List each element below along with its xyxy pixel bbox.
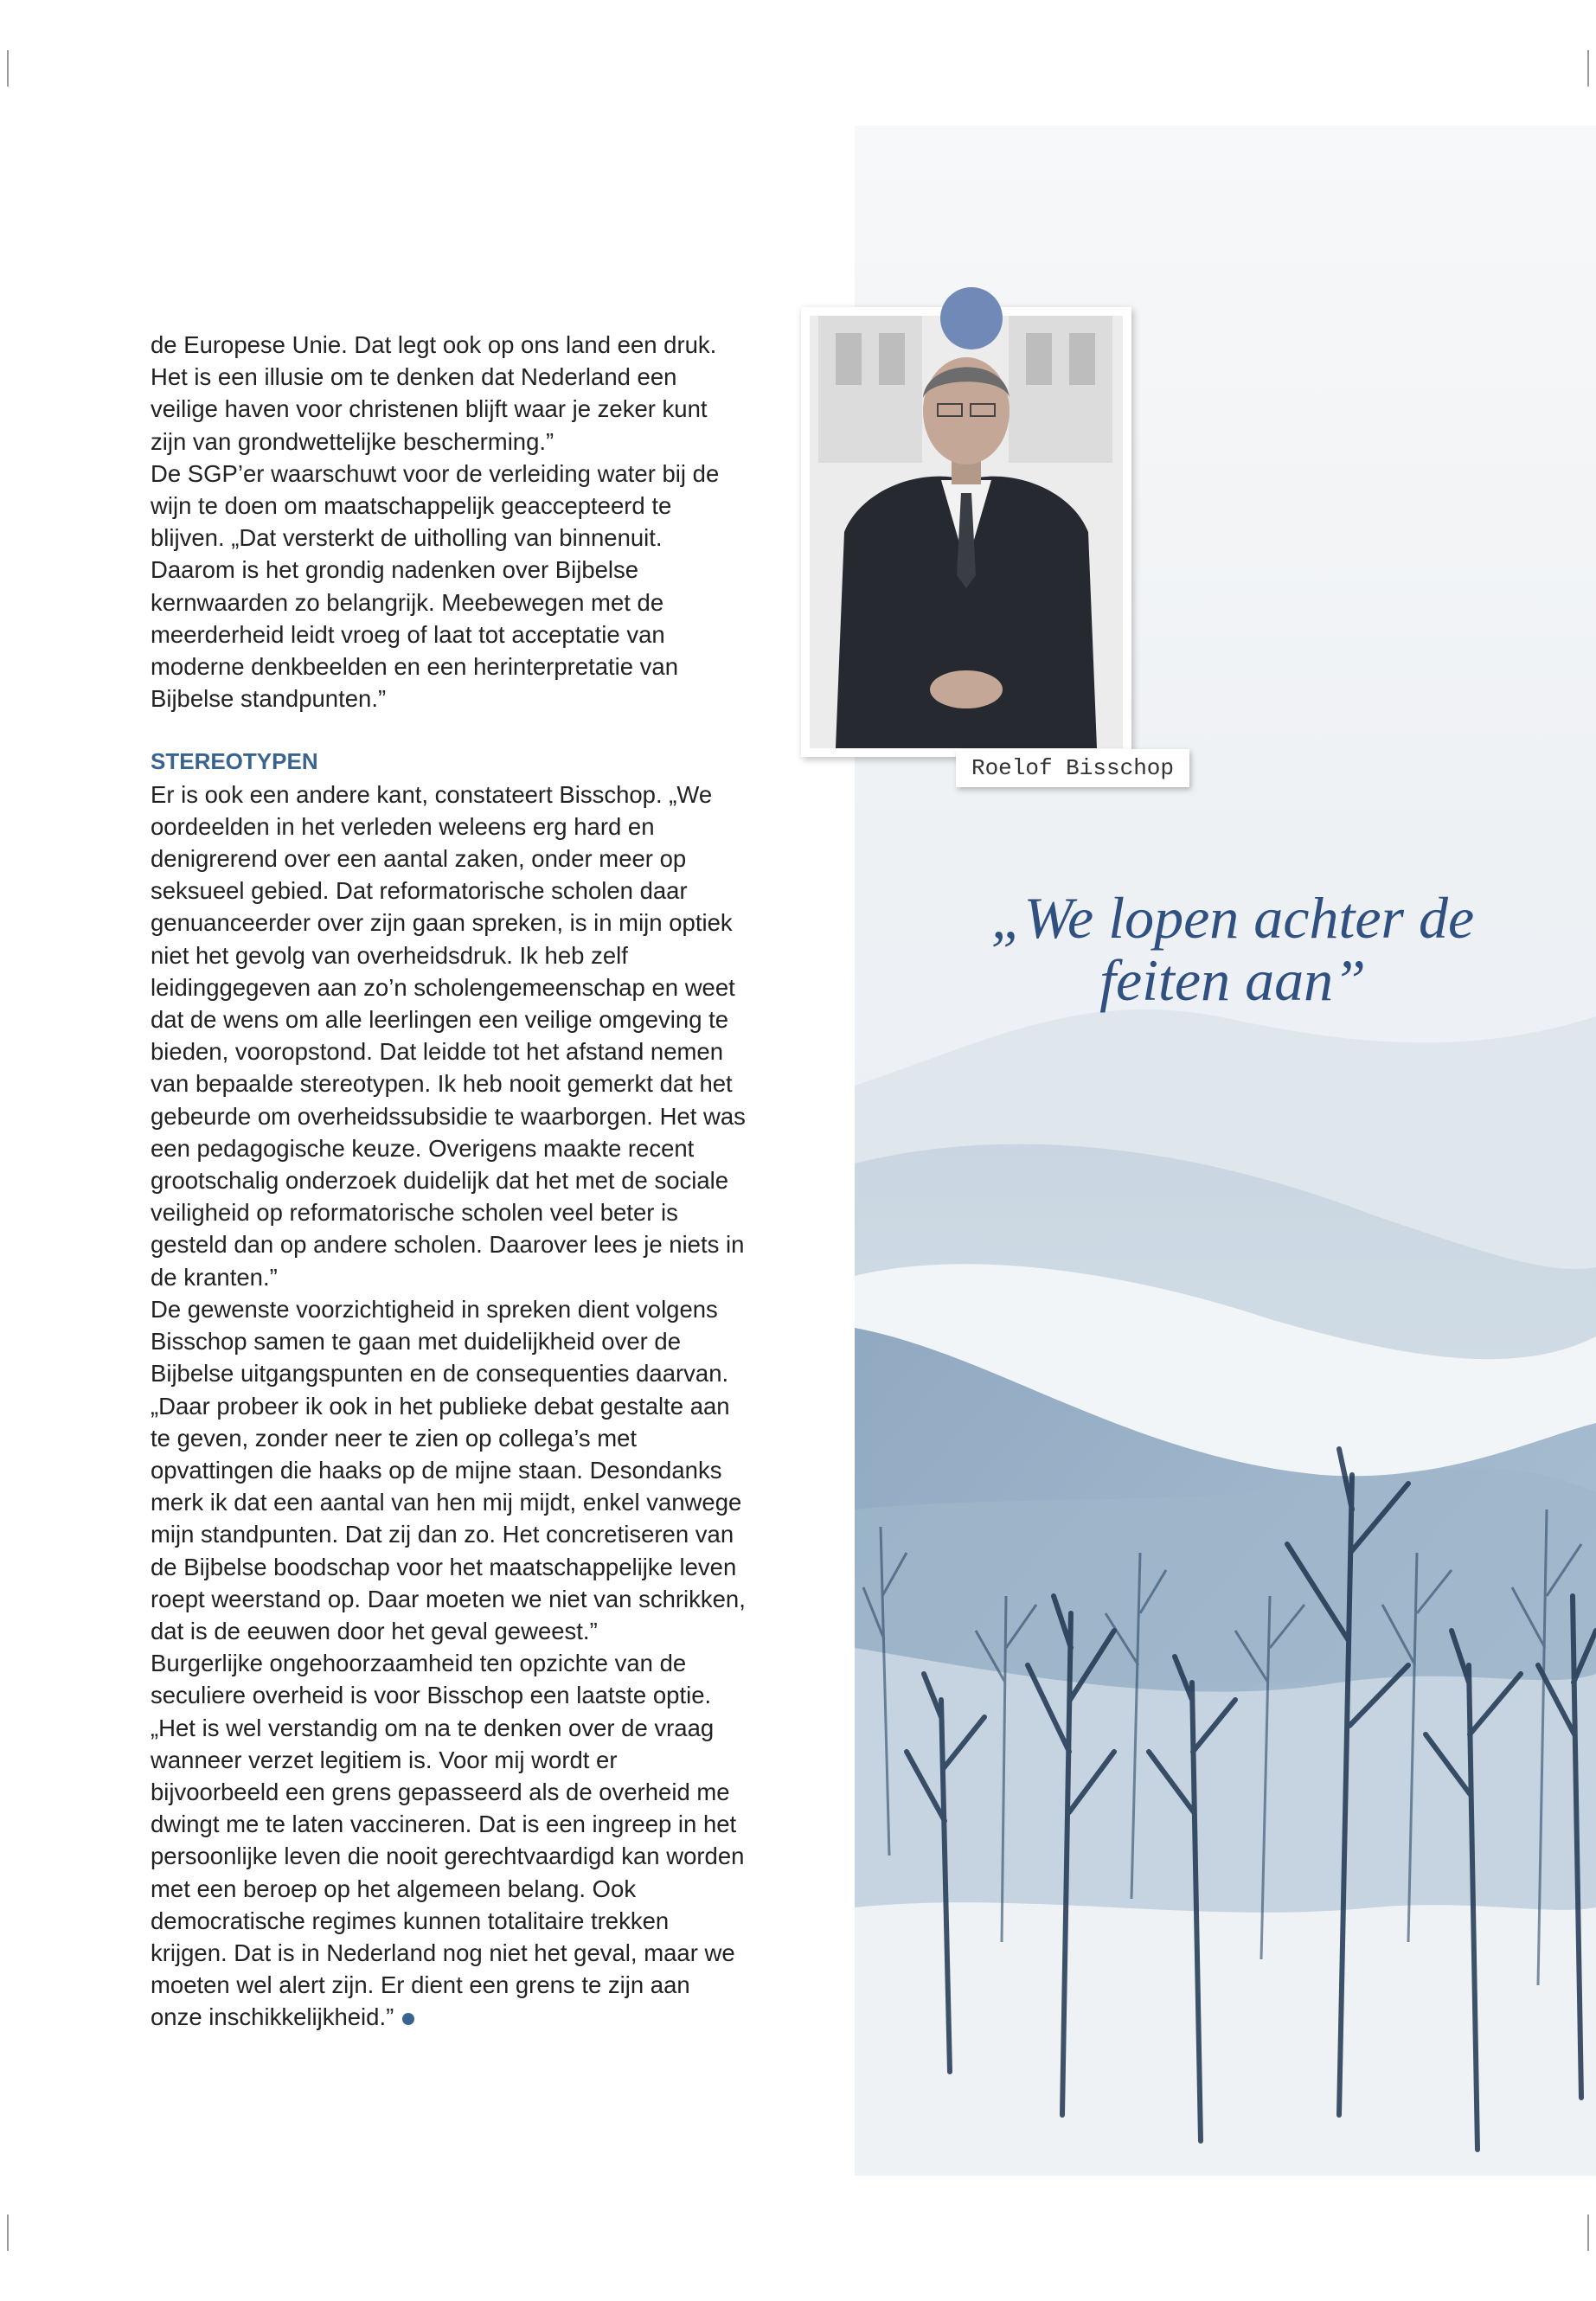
crop-mark-top-right xyxy=(1587,50,1589,87)
pull-quote-line-2: feiten aan” xyxy=(1099,947,1366,1013)
end-mark-icon xyxy=(402,2013,414,2025)
article-paragraph: De SGP’er waarschuwt voor de verleiding water bij de wijn te doen om maatschappelijk geaccepteerd te blijven. „Dat versterkt de uitholling van binnenuit. Daarom is het grondig nadenken over Bijbelse kernwaarden zo belangrijk. Meebewegen met de meerderheid leidt vroeg of laat tot acceptatie van moderne denkbeelden en een herinterpretatie van Bijbelse standpunten.” xyxy=(151,459,720,713)
pull-quote-line-1: „We lopen achter de xyxy=(990,885,1475,951)
photo-caption: Roelof Bisschop xyxy=(956,749,1189,787)
article-body xyxy=(151,329,747,2034)
section-heading: STEREOTYPEN xyxy=(151,748,318,775)
article-paragraph-last xyxy=(151,1647,747,2033)
push-pin xyxy=(940,287,1003,349)
crop-mark-bottom-right xyxy=(1587,2214,1589,2251)
article-paragraph: de Europese Unie. Dat legt ook op ons land een druk. Het is een illusie om te denken dat Nederland een veilige haven voor christenen blijft waar je zeker kunt zijn van grondwettelijke bescherming.” xyxy=(151,331,717,455)
portrait-photo-frame xyxy=(801,307,1131,757)
crop-mark-top-left xyxy=(7,50,9,87)
crop-mark-bottom-left xyxy=(7,2214,9,2251)
article-paragraph: De gewenste voorzichtigheid in spreken dient volgens Bisschop samen te gaan met duidelijkheid over de Bijbelse uitgangspunten en de consequenties daarvan. „Daar probeer ik ook in het publieke debat gestalte aan te geven, zonder neer te zien op collega’s met opvattingen die haaks op de mijne staan. Desondanks merk ik dat een aantal van hen mij mijdt, enkel vanwege mijn standpunten. Dat zij dan zo. Het concretiseren van de Bijbelse boodschap voor het maatschappelijke leven roept weerstand op. Daar moeten we niet van schrikken, dat is de eeuwen door het geval geweest.” xyxy=(151,1295,746,1644)
pull-quote xyxy=(913,887,1553,1011)
portrait-photo xyxy=(810,316,1123,748)
article-paragraph: Er is ook een andere kant, constateert Bisschop. „We oordeelden in het verleden weleens erg hard en denigrerend over een aantal zaken, onder meer op seksueel gebied. Dat reformatorische scholen daar genuanceerder over zijn gaan spreken, is in mijn optiek niet het gevolg van overheidsdruk. Ik heb zelf leidinggegeven aan zo’n scholengemeenschap en weet dat de wens om alle leerlingen een veilige omgeving te bieden, vooropstond. Dat leidde tot het afstand nemen van bepaalde stereotypen. Ik heb nooit gemerkt dat het gebeurde om overheidssubsidie te waarborgen. Het was een pedagogische keuze. Overigens maakte recent grootschalig onderzoek duidelijk dat het met de sociale veiligheid op reformatorische scholen veel beter is gesteld dan op andere scholen. Daarover lees je niets in de kranten.” xyxy=(151,780,746,1291)
article-paragraph-text: Burgerlijke ongehoorzaamheid ten opzichte van de seculiere overheid is voor Bisschop een laatste optie. „Het is wel verstandig om na te denken over de vraag wanneer verzet legitiem is. Voor mij wordt er bijvoorbeeld een grens gepasseerd als de overheid me dwingt me te laten vaccineren. Dat is een ingreep in het persoonlijke leven die nooit gerechtvaardigd kan worden met een beroep op het algemeen belang. Ook democratische regimes kunnen totalitaire trekken krijgen. Dat is in Nederland nog niet het geval, maar we moeten wel alert zijn. Er dient een grens te zijn aan onze inschikkelijkheid.” xyxy=(151,1650,745,2031)
